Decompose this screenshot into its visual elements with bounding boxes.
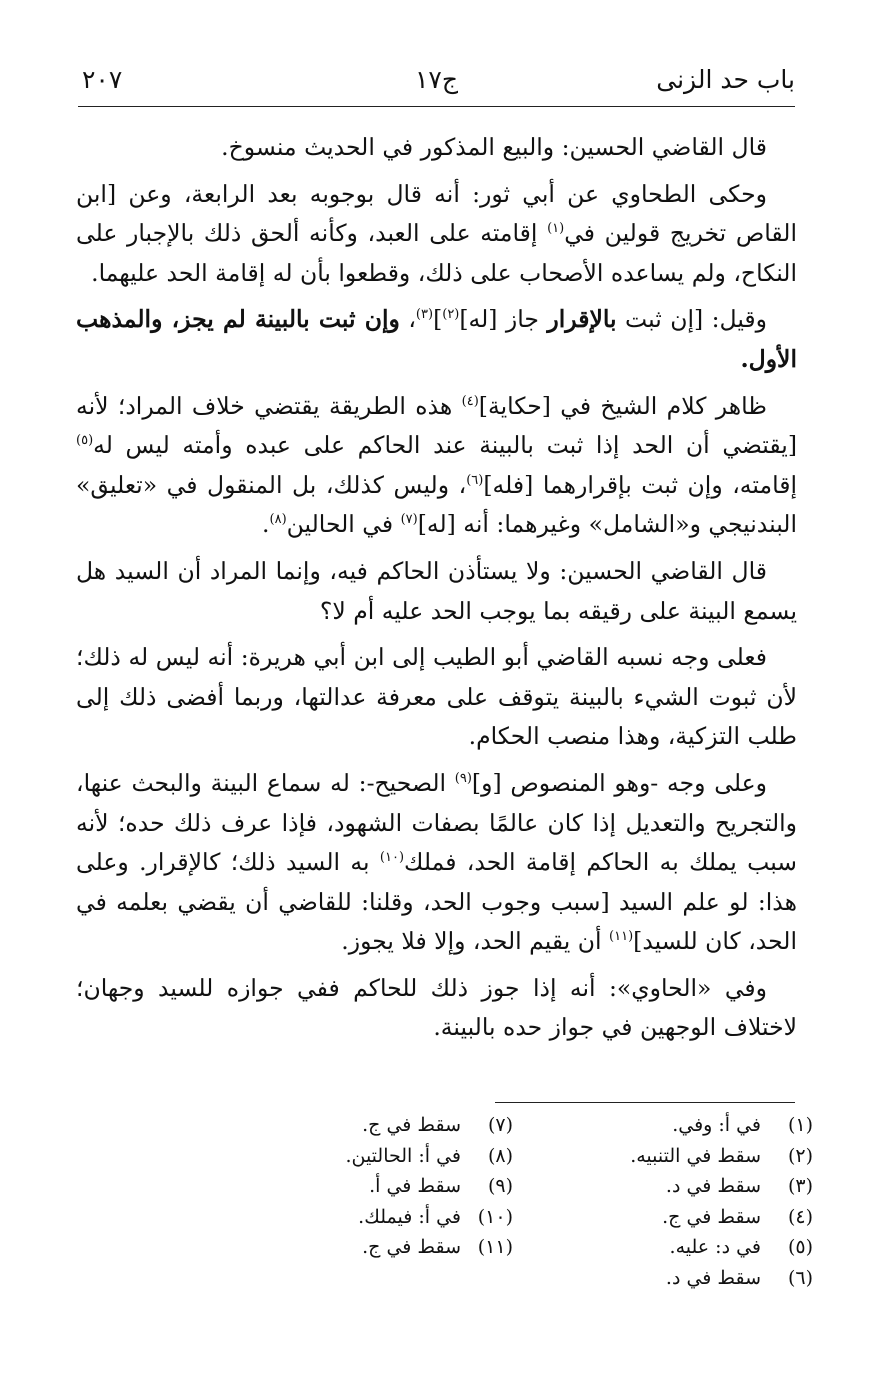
footnote-ref: (١١) [609,929,634,945]
footnote-number: (٤) [787,1205,813,1228]
footnote-ref: (٢) [442,307,460,323]
footnote-text: سقط في ج. [362,1114,461,1136]
footnote-text: في د: عليه. [669,1236,761,1258]
text-run: ظاهر كلام الشيخ في [حكاية] [478,391,767,420]
text-run: فعلى وجه نسبه القاضي أبو الطيب إلى ابن أبي هريرة: أنه ليس له ذلك؛ لأن ثبوت الشيء بالبينة يتوقف على معرفة عدالتها، وربما أفضى ذلك إلى طلب التزكية، وهذا منصب الحكام. [76,643,797,751]
text-run: ] [433,305,443,334]
footnote-text: سقط في د. [665,1175,761,1197]
bold-text: وإن ثبت بالبينة لم يجز، والمذهب الأول. [76,305,797,373]
volume-label: ج١٧ [415,65,458,94]
text-run: وقيل: [إن ثبت [616,305,767,334]
text-run: إقامته على العبد، وكأنه ألحق ذلك بالإجبار على النكاح، ولم يساعده الأصحاب على ذلك، وقطعوا بأن له إقامة الحد عليهما. [76,219,797,287]
chapter-title: باب حد الزنى [656,65,795,94]
footnote-rule [495,1102,795,1103]
text-run: ، وليس كذلك، بل المنقول في «تعليق» البندنيجي و«الشامل» وغيرهما: أنه [له] [76,470,797,539]
footnote-item [213,1141,513,1172]
paragraph [76,552,797,631]
paragraph [76,638,797,757]
footnote-ref: (٥) [76,433,94,449]
footnote-item [513,1171,813,1202]
footnote-item [513,1202,813,1233]
footnote-item [513,1263,813,1294]
text-run: وحكى الطحاوي عن أبي ثور: أنه قال بوجوبه بعد الرابعة، وعن [ابن القاص تخريج قولين في [76,179,798,248]
footnote-item [513,1110,813,1141]
bold-text: بالإقرار [547,305,617,334]
footnote-number: (١٠) [477,1205,513,1228]
text-run: ، [399,305,416,334]
footnote-item [513,1232,813,1263]
footnote-number: (١١) [477,1236,513,1258]
footnote-text: سقط في التنبيه. [630,1144,761,1167]
paragraph [76,969,797,1048]
footnotes-column-left [213,1110,513,1293]
footnote-ref: (١) [547,221,565,237]
text-run: أن يقيم الحد، وإلا فلا يجوز. [341,927,610,956]
footnote-text: في أ: وفي. [672,1114,761,1136]
footnote-text: سقط في د. [665,1266,761,1289]
footnote-ref: (٨) [269,512,287,528]
text-run: إقامته، وإن ثبت بإقرارهما [فله] [483,470,797,499]
footnote-number: (١) [787,1114,813,1136]
footnote-number: (٢) [787,1144,813,1167]
footnote-text: سقط في ج. [362,1236,461,1258]
footnote-text: في أ: فيملك. [358,1205,461,1228]
footnote-number: (٥) [787,1236,813,1258]
paragraph [76,300,797,379]
footnote-number: (٩) [487,1175,513,1197]
text-run: قال القاضي الحسين: ولا يستأذن الحاكم فيه، وإنما المراد أن السيد هل يسمع البينة على رقيقه بما يوجب الحد عليه أم لا؟ [76,556,797,625]
footnote-ref: (٣) [415,307,434,323]
text-run: هذه الطريقة يقتضي خلاف المراد؛ لأنه [يقتضي أن الحد إذا ثبت بالبينة عند الحاكم على عبده وأمته ليس له [76,391,797,460]
text-run: جاز [له] [459,305,548,334]
footnote-number: (٦) [787,1266,813,1289]
footnotes-column-right [513,1110,813,1293]
body-text [76,128,797,1055]
footnote-number: (٧) [487,1114,513,1136]
footnote-item [213,1232,513,1263]
paragraph [76,128,797,168]
footnote-text: سقط في أ. [369,1175,461,1197]
footnote-item [513,1141,813,1172]
text-run: وفي «الحاوي»: أنه إذا جوز ذلك للحاكم ففي جوازه للسيد وجهان؛ لاختلاف الوجهين في جواز حده بالبينة. [76,973,797,1042]
text-run: في الحالين [286,510,401,539]
text-run: قال القاضي الحسين: والبيع المذكور في الحديث منسوخ. [221,133,767,161]
paragraph [76,175,797,294]
footnote-item [213,1110,513,1141]
text-run: . [262,510,270,539]
footnote-number: (٨) [487,1144,513,1167]
text-run: به السيد ذلك؛ كالإقرار. وعلى هذا: لو علم السيد [سبب وجوب الحد، وقلنا: للقاضي أن يقضي بعلمه في الحد، كان للسيد] [76,848,797,956]
footnote-ref: (٩) [454,771,472,787]
text-run: وعلى وجه -وهو المنصوص [و] [471,768,767,797]
footnotes [200,1110,813,1293]
footnote-ref: (٧) [400,512,418,528]
footnote-text: سقط في ج. [662,1205,761,1228]
text-run: الصحيح-: له سماع البينة والبحث عنها، والتجريح والتعديل إذا كان عالمًا بصفات الشهود، فإذا عرف ذلك حده؛ لأنه سبب يملك به الحاكم إقامة الحد، فملك [76,768,797,877]
paragraph [76,764,797,962]
page-header [78,58,795,102]
page-number: ٢٠٧ [82,65,123,94]
footnote-item [213,1202,513,1233]
footnote-ref: (٤) [461,393,479,409]
footnote-ref: (٦) [466,472,484,488]
footnote-ref: (١٠) [379,850,405,866]
header-rule [78,106,795,107]
paragraph [76,387,797,545]
footnote-number: (٣) [787,1175,813,1197]
footnote-text: في أ: الحالتين. [345,1144,461,1167]
footnote-item [213,1171,513,1202]
